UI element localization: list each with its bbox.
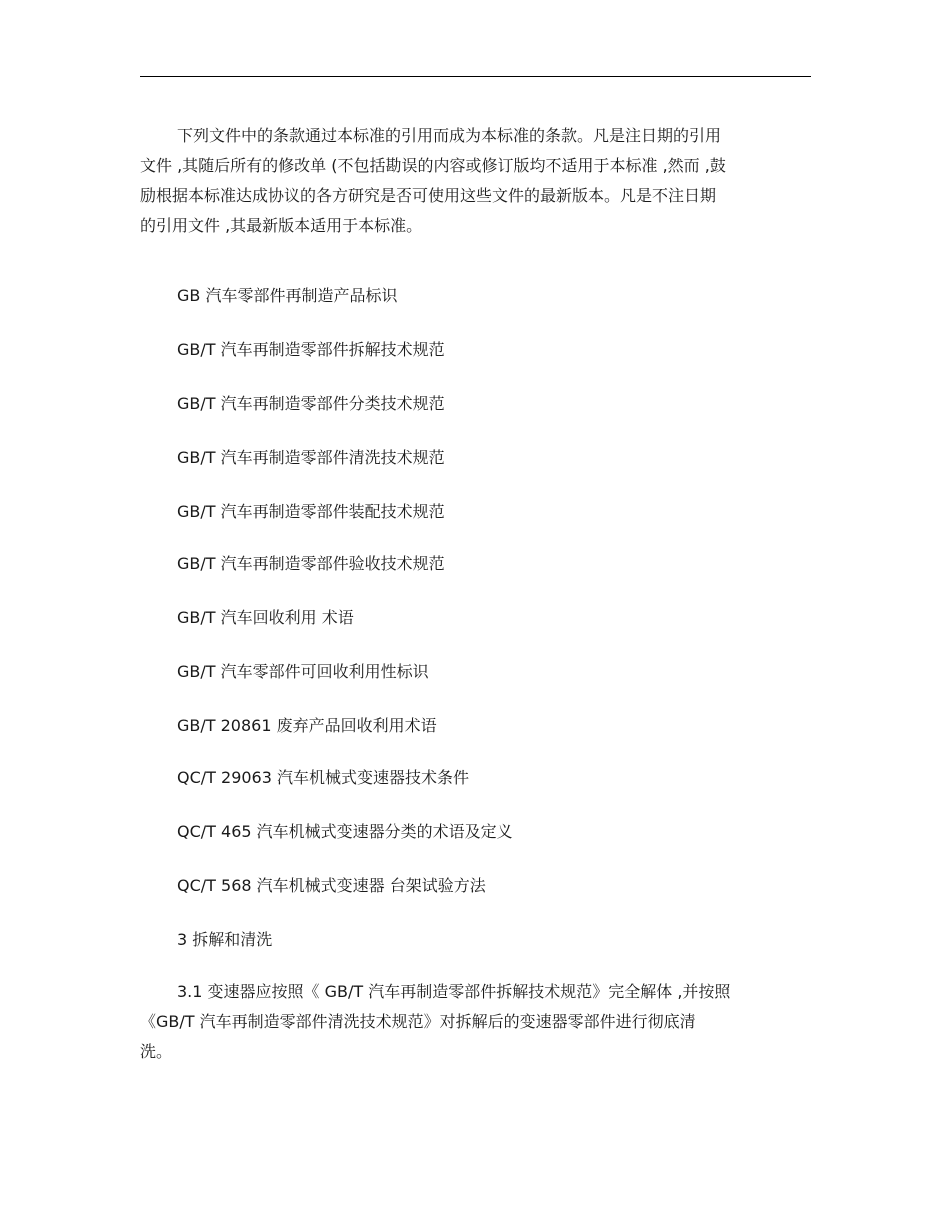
intro-line-2: 文件 ,其随后所有的修改单 (不包括勘误的内容或修订版均不适用于本标准 ,然而 ,鼓 [140, 156, 726, 175]
reference-item-8: GB/T 汽车零部件可回收利用性标识 [177, 662, 429, 681]
reference-item-4: GB/T 汽车再制造零部件清洗技术规范 [177, 448, 445, 467]
reference-item-3: GB/T 汽车再制造零部件分类技术规范 [177, 394, 445, 413]
intro-line-4: 的引用文件 ,其最新版本适用于本标准。 [140, 216, 423, 235]
reference-item-9: GB/T 20861 废弃产品回收利用术语 [177, 716, 437, 735]
reference-item-2: GB/T 汽车再制造零部件拆解技术规范 [177, 340, 445, 359]
intro-paragraph [140, 121, 800, 241]
clause-line-1: 3.1 变速器应按照《 GB/T 汽车再制造零部件拆解技术规范》完全解体 ,并按照 [177, 982, 731, 1001]
reference-item-10: QC/T 29063 汽车机械式变速器技术条件 [177, 768, 470, 787]
reference-item-7: GB/T 汽车回收利用 术语 [177, 608, 354, 627]
clause-line-3: 洗。 [140, 1042, 173, 1061]
section-heading: 3 拆解和清洗 [177, 930, 273, 949]
intro-line-3: 励根据本标准达成协议的各方研究是否可使用这些文件的最新版本。凡是不注日期 [140, 186, 717, 205]
clause-line-2: 《GB/T 汽车再制造零部件清洗技术规范》对拆解后的变速器零部件进行彻底清 [140, 1012, 696, 1031]
reference-item-1: GB 汽车零部件再制造产品标识 [177, 286, 398, 305]
reference-item-5: GB/T 汽车再制造零部件装配技术规范 [177, 502, 445, 521]
header-rule [140, 76, 811, 77]
clause-3-1 [140, 977, 800, 1067]
reference-item-6: GB/T 汽车再制造零部件验收技术规范 [177, 554, 445, 573]
reference-item-11: QC/T 465 汽车机械式变速器分类的术语及定义 [177, 822, 513, 841]
reference-item-12: QC/T 568 汽车机械式变速器 台架试验方法 [177, 876, 486, 895]
intro-line-1: 下列文件中的条款通过本标准的引用而成为本标准的条款。凡是注日期的引用 [177, 126, 722, 145]
